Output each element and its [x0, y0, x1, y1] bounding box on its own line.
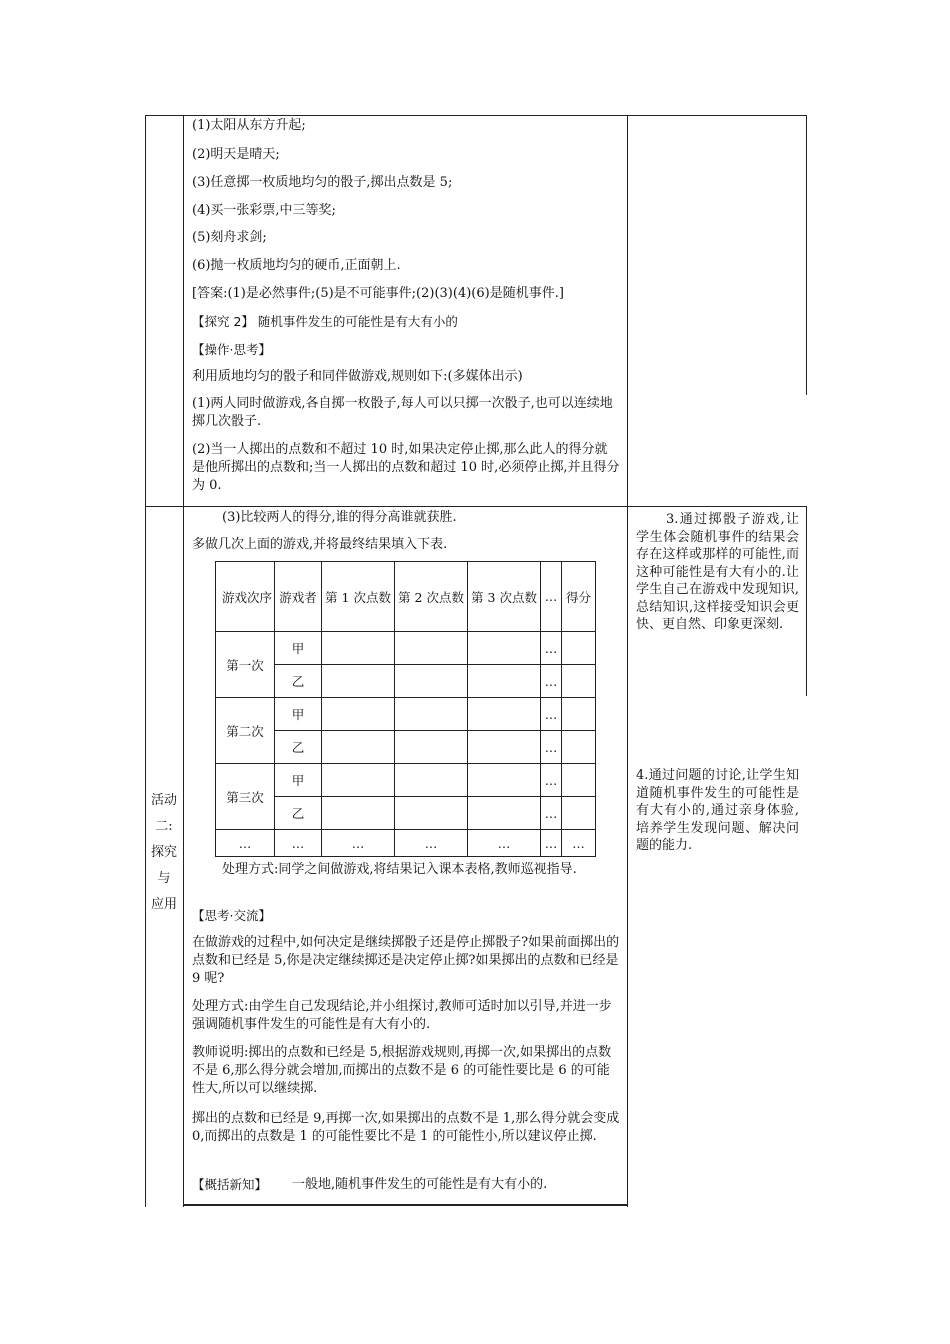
event-item-1: (1)太阳从东方升起;	[192, 118, 306, 133]
header-roll-3: 第 3 次点数	[468, 562, 541, 632]
player-jia: 甲	[275, 764, 322, 797]
ellipsis-cell: …	[468, 830, 541, 857]
player-yi: 乙	[275, 731, 322, 764]
ellipsis-cell: …	[275, 830, 322, 857]
ellipsis-cell: …	[541, 632, 562, 665]
section-label-line-4: 与	[157, 871, 171, 886]
section-label-line-2: 二:	[155, 819, 173, 834]
event-item-4: (4)买一张彩票,中三等奖;	[192, 203, 336, 218]
answer-line: [答案:(1)是必然事件;(5)是不可能事件;(2)(3)(4)(6)是随机事件.]	[192, 286, 564, 301]
design-note-3: 3.通过掷骰子游戏,让学生体会随机事件的结果会存在这样或那样的可能性,而这种可能性是有大有小的.让学生自己在游戏中发现知识,总结知识,这样接受知识会更快、更自然、印象更深刻.	[636, 512, 799, 632]
header-player: 游戏者	[275, 562, 322, 632]
processing-method-1: 处理方式:同学之间做游戏,将结果记入课本表格,教师巡视指导.	[222, 862, 577, 877]
column-divider-left	[183, 115, 184, 1207]
header-roll-1: 第 1 次点数	[322, 562, 395, 632]
round-3-label: 第三次	[216, 764, 275, 830]
event-item-5: (5)刻舟求剑;	[192, 230, 267, 245]
event-item-3: (3)任意掷一枚质地均匀的骰子,掷出点数是 5;	[192, 175, 453, 190]
ellipsis-cell: …	[322, 830, 395, 857]
round-2-label: 第二次	[216, 698, 275, 764]
ellipsis-cell: …	[541, 797, 562, 830]
header-score: 得分	[562, 562, 596, 632]
processing-method-2: 处理方式:由学生自己发现结论,并小组探讨,教师可适时加以引导,并进一步强调随机事件发生的可能性是有大有小的.	[192, 999, 612, 1032]
operate-think-heading: 【操作·思考】	[192, 342, 271, 357]
middle-cell-bottom-border	[183, 1204, 628, 1206]
section-label-line-5: 应用	[150, 897, 177, 912]
section-label-line-3: 探究	[150, 845, 177, 860]
header-game-order: 游戏次序	[216, 562, 275, 632]
game-rule-3: (3)比较两人的得分,谁的得分高谁就获胜.	[222, 510, 457, 525]
ellipsis-cell: …	[541, 830, 562, 857]
explanation-continued: 掷出的点数和已经是 9,再掷一次,如果掷出的点数不是 1,那么得分就会变成 0,而掷出的点数是 1 的可能性要比不是 1 的可能性小,所以建议停止掷.	[192, 1111, 620, 1144]
player-jia: 甲	[275, 698, 322, 731]
summary-heading: 【概括新知】	[192, 1177, 268, 1192]
game-rule-1: (1)两人同时做游戏,各自掷一枚骰子,每人可以只掷一次骰子,也可以连续地掷几次骰子.	[192, 396, 613, 429]
player-jia: 甲	[275, 632, 322, 665]
game-rule-2: (2)当一人掷出的点数和不超过 10 时,如果决定停止掷,那么此人的得分就是他所掷出的点数和;当一人掷出的点数和超过 10 时,必须停止掷,并且得分为 0.	[192, 442, 620, 493]
section-label-line-1: 活动	[150, 793, 177, 808]
ellipsis-cell: …	[216, 830, 275, 857]
table-right-border	[806, 115, 807, 395]
table-left-border	[145, 115, 146, 1207]
header-ellipsis: …	[541, 562, 562, 632]
game-rules-intro: 利用质地均匀的骰子和同伴做游戏,规则如下:(多媒体出示)	[192, 369, 523, 384]
design-note-4: 4.通过问题的讨论,让学生知道随机事件发生的可能性是有大有小的,通过亲身体验,培养学生发现问题、解决问题的能力.	[636, 768, 799, 853]
ellipsis-cell: …	[562, 830, 596, 857]
explore-2-heading: 【探究 2】 随机事件发生的可能性是有大有小的	[192, 314, 458, 329]
think-exchange-heading: 【思考·交流】	[192, 908, 271, 923]
table-right-border-lower	[806, 506, 807, 696]
table-instruction: 多做几次上面的游戏,并将最终结果填入下表.	[192, 537, 448, 552]
game-results-table	[215, 561, 596, 857]
player-yi: 乙	[275, 665, 322, 698]
table-top-border	[145, 115, 806, 116]
ellipsis-cell: …	[541, 731, 562, 764]
event-item-2: (2)明天是晴天;	[192, 147, 280, 162]
player-yi: 乙	[275, 797, 322, 830]
round-1-label: 第一次	[216, 632, 275, 698]
ellipsis-cell: …	[541, 698, 562, 731]
ellipsis-cell: …	[541, 665, 562, 698]
event-item-6: (6)抛一枚质地均匀的硬币,正面朝上.	[192, 258, 401, 273]
header-roll-2: 第 2 次点数	[395, 562, 468, 632]
discussion-question: 在做游戏的过程中,如何决定是继续掷骰子还是停止掷骰子?如果前面掷出的点数和已经是 5,你是决定继续掷还是决定停止掷?如果掷出的点数和已经是 9 呢?	[192, 935, 620, 986]
row-divider	[145, 506, 806, 507]
summary-text: 一般地,随机事件发生的可能性是有大有小的.	[292, 1177, 548, 1192]
ellipsis-cell: …	[541, 764, 562, 797]
teacher-explanation: 教师说明:掷出的点数和已经是 5,根据游戏规则,再掷一次,如果掷出的点数不是 6,那么得分就会增加,而掷出的点数不是 6 的可能性要比是 6 的可能性大,所以可以继续掷.	[192, 1045, 612, 1096]
ellipsis-cell: …	[395, 830, 468, 857]
column-divider-right	[627, 115, 628, 1207]
